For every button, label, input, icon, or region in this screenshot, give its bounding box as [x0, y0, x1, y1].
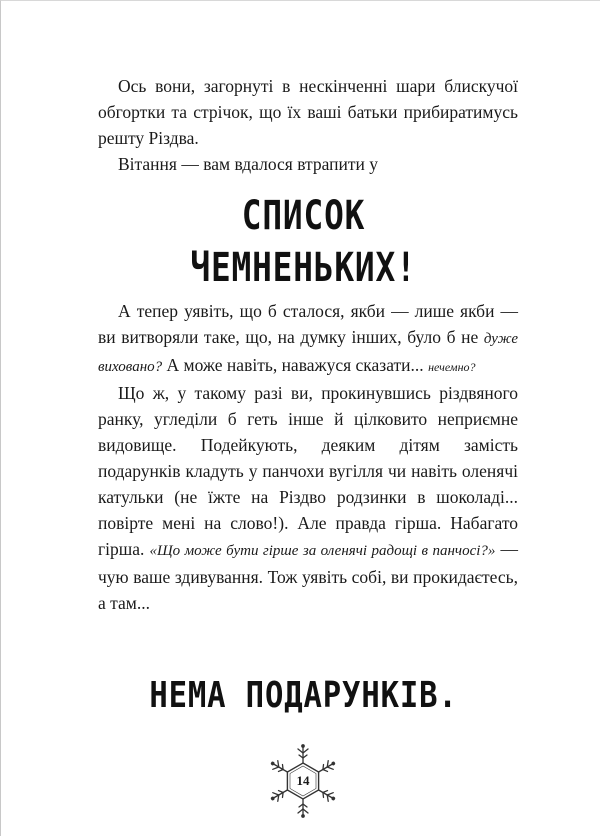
page-number: 14	[296, 773, 310, 788]
heading-nice-list-line2: ЧЕМНЕНЬКИХ!	[190, 245, 417, 291]
intro-greeting: Вітання — вам вдалося втрапити у	[118, 154, 379, 174]
italic-polite: дуже виховано?	[98, 331, 518, 375]
main-text	[98, 298, 518, 616]
paragraph-morning-end: — чую ваше здивування. Тож уявіть собі, ви прокидаєтесь, а там...	[98, 539, 518, 613]
intro-paragraph: Ось вони, загорнуті в нескінченні шари блискучої обгортки та стрічок, що їх ваші батьки прибиратимусь решту Різдва.	[98, 76, 518, 148]
heading-nice-list-line1: СПИСОК	[241, 193, 366, 239]
paragraph-imagine-mid: А може навіть, наважуся сказати...	[162, 355, 429, 375]
paragraph-morning-start: Що ж, у такому разі ви, прокинувшись різдвяного ранку, угледіли б геть інше й цілковито неприємне видовище. Подейкують, деяким дітям замість подарунків кладуть у панчохи вугілля чи навіть оленячі катульки (не їжте на Різдво родзинки в шоколаді... повірте мені на слово!). Але правда гірша. Набагато гірша.	[98, 383, 518, 559]
paragraph-imagine-start: А тепер уявіть, що б сталося, якби — лише якби — ви витворяли таке, що, на думку інших, було б не	[98, 301, 518, 347]
intro-text	[98, 73, 518, 177]
italic-naughty: нечемно?	[428, 360, 476, 374]
heading-nice-list	[129, 190, 478, 294]
italic-quote: «Що може бути гірше за оленячі радощі в панчосі?»	[149, 543, 496, 559]
paragraph-imagine	[98, 298, 518, 380]
paragraph-morning	[98, 380, 518, 616]
heading-no-presents: НЕМА ПОДАРУНКІВ.	[149, 675, 458, 716]
page-folio	[263, 741, 343, 821]
